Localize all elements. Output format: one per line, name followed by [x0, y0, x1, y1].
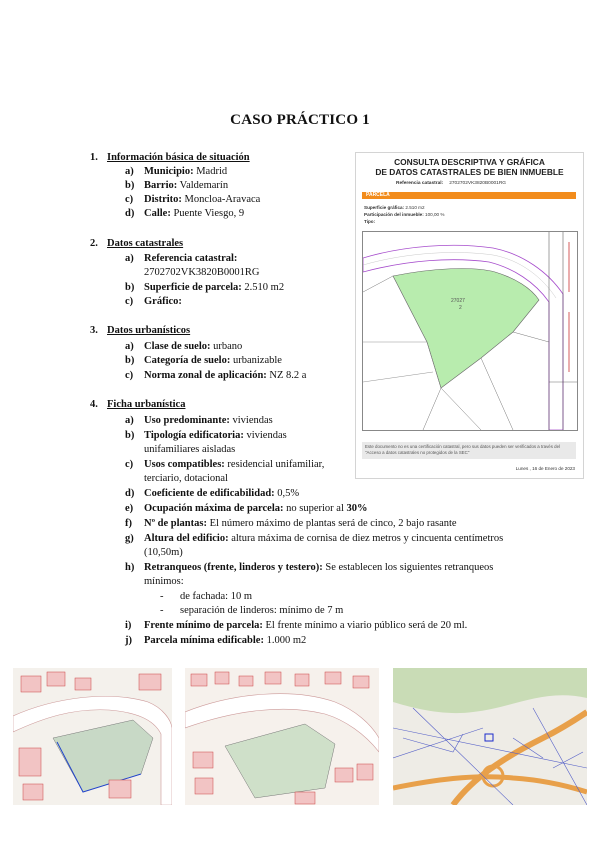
- cadastral-map: [362, 231, 578, 431]
- plan-thumbnail-1: [13, 668, 172, 805]
- card-date: Lunes , 16 de Enero de 2023: [515, 466, 575, 471]
- plan-thumbnail-3: [393, 668, 587, 805]
- section-number: 1.: [90, 152, 98, 163]
- page-title: CASO PRÁCTICO 1: [230, 112, 370, 128]
- section-heading: Datos urbanísticos: [107, 325, 191, 336]
- card-field: Superficie gráfica: 2.510 m2: [364, 205, 425, 210]
- section-heading: Datos catastrales: [107, 238, 184, 249]
- card-field: Tipo:: [364, 219, 376, 224]
- document-body: 1. Información básica de situación a) Municipio: Madrid b) Barrio: Valdemarín c) Distrito: Moncloa-Aravaca d) Calle: Puente Viesgo, 9 2. Datos catastrales a) Referencia catastral: 2702702VK3820B0001RG b) Superficie de parcela: 2.510 m2 c) Gráfico: 3. Datos urbanísticos a) Clase de suelo: urbano b) Categoría de suelo: urbanizable c) Norma zonal de aplicación: NZ 8.2 a 4. Ficha urbanística a) Uso predominante: viviendas b) Tipología edificatoria: viviendas unifamiliares aisladas c) Usos compatibles: residencial unifamiliar, terciario, dotacional d) Coeficiente de edificabilidad: 0,5% e) Ocupación máxima de parcela: no superior al 30% f) Nº de plantas: El número máximo de plantas será de cinco, 2 bajo rasante g) Altura del edificio: altura máxima de cornisa de diez metros y cincuenta centímetros (10,50m) h) Retranqueos (frente, linderos y testero): Se establecen los siguientes retranqueos mínimos: - de fachada: 10 m - separación de linderos: mínimo de 7 m i) Frente mínimo de parcela: El frente mínimo a viario público será de 20 ml. j) Parcela mínima edificable: 1.000 m2: [90, 152, 504, 646]
- plan-thumbnail-2: [185, 668, 379, 805]
- card-field: Participación del inmueble: 100,00 %: [364, 212, 445, 217]
- card-section-bar: PARCELA: [362, 192, 576, 199]
- section-heading: Ficha urbanística: [107, 399, 186, 410]
- card-title: CONSULTA DESCRIPTIVA Y GRÁFICA DE DATOS CATASTRALES DE BIEN INMUEBLE: [375, 157, 564, 177]
- map-lot-number: 2: [459, 305, 462, 311]
- cadastral-map-drawing: [363, 232, 577, 430]
- map-parcel-number: 27027: [451, 298, 465, 304]
- cadastral-reference: 2702702VK3820B0001RG: [144, 267, 260, 278]
- section-heading: Información básica de situación: [107, 152, 250, 163]
- card-reference: Referencia catastral: 2702702VK3820B0001RG: [396, 181, 507, 186]
- cadastral-card: [355, 152, 584, 479]
- card-disclaimer: Este documento no es una certificación catastral, pero sus datos pueden ser verificados a través del "Acceso a datos catastrales no protegidos de la SEC": [362, 442, 576, 459]
